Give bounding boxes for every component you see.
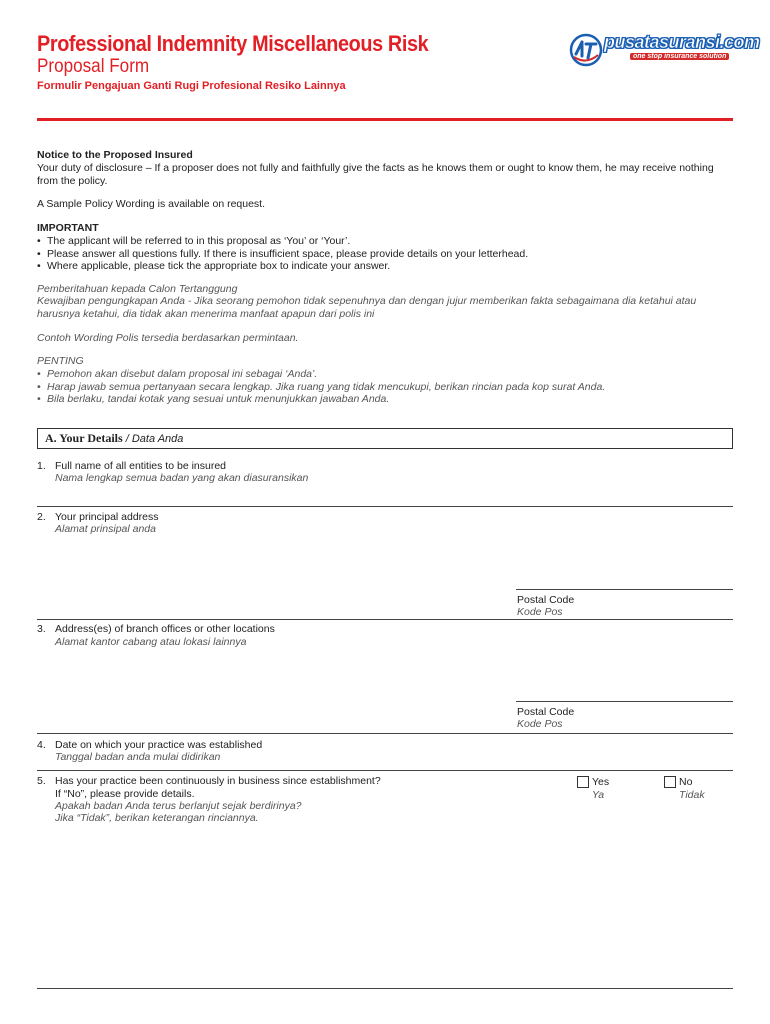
question-2-answer-line[interactable] [37,619,733,620]
postal-code-label: Postal Code [517,706,575,718]
form-title-indonesian: Formulir Pengajuan Ganti Rugi Profesional Resiko Lainnya [37,80,346,92]
form-title: Professional Indemnity Miscellaneous Risk [37,31,429,56]
postal-code-label-indonesian: Kode Pos [517,718,563,730]
question-3-text: Address(es) of branch offices or other locations [55,623,275,635]
section-a-header [37,428,733,449]
logo-text: pusatasuransi.com [604,32,760,52]
question-1-text-indonesian: Nama lengkap semua badan yang akan diasuransikan [55,472,309,484]
question-3-text-indonesian: Alamat kantor cabang atau lokasi lainnya [55,636,247,648]
question-4-text-indonesian: Tanggal badan anda mulai didirikan [55,751,221,763]
question-5-text: Has your practice been continuously in business since establishment? [55,775,381,787]
yes-label: Yes [592,776,610,788]
question-1-number: 1. [37,460,46,472]
yes-checkbox[interactable] [577,776,589,788]
list-item: • Bila berlaku, tandai kotak yang sesuai untuk menunjukkan jawaban Anda. [37,393,737,406]
header-divider [37,118,733,121]
question-4-answer-line[interactable] [37,770,733,771]
form-subtitle: Proposal Form [37,56,150,77]
notice-duty: Your duty of disclosure – If a proposer does not fully and faithfully give the facts as he knows them or ought to know them, he may receive nothing from the policy. [37,162,714,187]
no-label-indonesian: Tidak [679,789,705,801]
notice-sample: A Sample Policy Wording is available on request. [37,198,266,210]
section-a-title: A. Your Details / Data Anda [45,431,184,445]
notice-duty-indonesian: Kewajiban pengungkapan Anda - Jika seorang pemohon tidak sepenuhnya dan dengan jujur memberikan fakta sebagaimana dia ketahui atau harusnya ketahui, dia tidak akan menerima manfaat apapun dari polis ini [37,295,697,320]
notice-sample-indonesian: Contoh Wording Polis tersedia berdasarkan permintaan. [37,332,299,344]
important-list [37,235,737,273]
question-2-text: Your principal address [55,511,159,523]
no-checkbox[interactable] [664,776,676,788]
important-heading: IMPORTANT [37,222,99,234]
logo-tagline: one stop insurance solution [630,53,729,60]
question-2-text-indonesian: Alamat prinsipal anda [55,523,156,535]
question-4-text: Date on which your practice was established [55,739,263,751]
question-5-text-indonesian: Apakah badan Anda terus berlanjut sejak berdirinya? [55,800,302,812]
notice-heading: Notice to the Proposed Insured [37,149,193,161]
question-4-number: 4. [37,739,46,751]
postal-code-line-top [516,589,733,590]
company-logo [568,32,760,68]
question-3-number: 3. [37,623,46,635]
important-heading-indonesian: PENTING [37,355,84,367]
question-5-text-line2: If “No”, please provide details. [55,788,195,800]
question-3-answer-line[interactable] [37,733,733,734]
postal-code-label-indonesian: Kode Pos [517,606,563,618]
postal-code-line-top [516,701,733,702]
list-item: • Where applicable, please tick the appropriate box to indicate your answer. [37,260,737,273]
question-5-number: 5. [37,775,46,787]
logo-mark-icon [568,32,604,68]
question-5-text-indonesian-line2: Jika “Tidak”, berikan keterangan rinciannya. [55,812,259,824]
list-item: • Pemohon akan disebut dalam proposal ini sebagai ‘Anda’. [37,368,737,381]
no-label: No [679,776,693,788]
list-item: • Please answer all questions fully. If there is insufficient space, please provide details on your letterhead. [37,248,737,261]
question-5-answer-line[interactable] [37,988,733,989]
question-1-text: Full name of all entities to be insured [55,460,227,472]
yes-label-indonesian: Ya [592,789,605,801]
question-1-answer-line[interactable] [37,506,733,507]
important-list-indonesian [37,368,737,406]
postal-code-label: Postal Code [517,594,575,606]
list-item: • The applicant will be referred to in this proposal as ‘You’ or ‘Your’. [37,235,737,248]
list-item: • Harap jawab semua pertanyaan secara lengkap. Jika ruang yang tidak mencukupi, berikan rincian pada kop surat Anda. [37,381,737,394]
question-2-number: 2. [37,511,46,523]
notice-heading-indonesian: Pemberitahuan kepada Calon Tertanggung [37,283,238,295]
